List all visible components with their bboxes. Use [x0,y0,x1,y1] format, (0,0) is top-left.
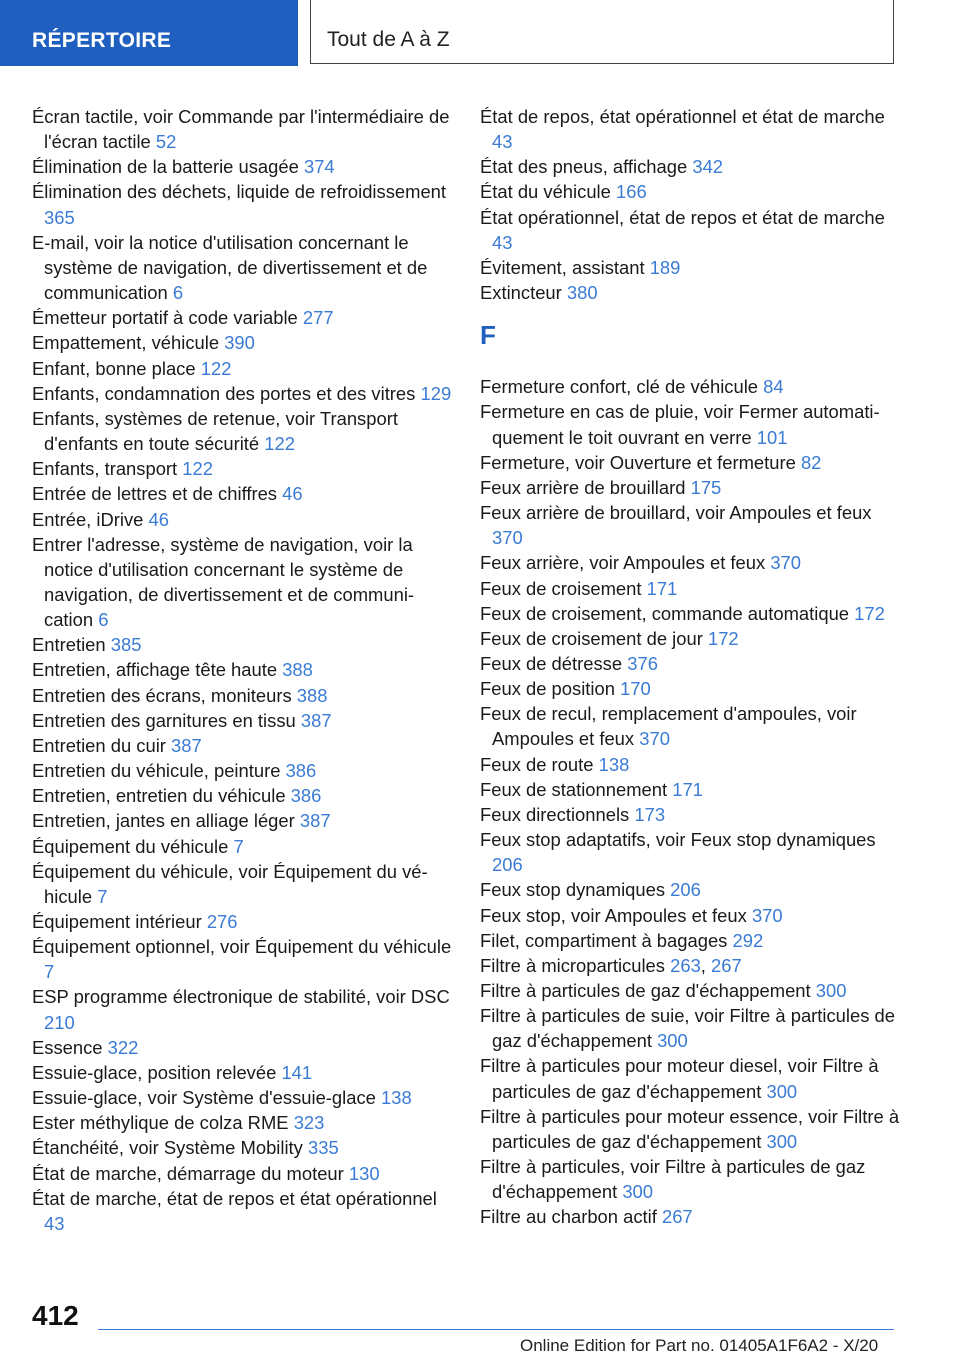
index-entry [480,1003,900,1053]
index-entry [32,330,452,355]
footer-divider [98,1329,894,1330]
index-entry-text: Feux directionnels [480,803,630,825]
page-reference-link[interactable]: 300 [766,1130,798,1152]
index-entry-text: Feux stop, voir Ampoules et feux [480,904,747,926]
page-reference-link[interactable]: 171 [646,577,678,599]
index-entry-text: Essence [32,1036,103,1058]
index-entry-text: Enfants, systèmes de retenue, voir Transport d'enfants en toute sécurité [32,407,398,455]
page-reference-link[interactable]: 7 [44,961,55,983]
index-entry-text: Fermeture, voir Ouverture et fermeture [480,451,796,473]
index-entry-text: Filtre à particules de gaz d'échappement [480,980,811,1001]
index-entry [480,1053,900,1103]
index-entry [480,1154,900,1204]
index-entry-text: Équipement optionnel, voir Équipement du véhicule [32,936,452,958]
index-entry [32,356,452,381]
index-entry-text: Écran tactile, voir Commande par l'intermédiaire de l'écran tactile [32,106,450,153]
page-reference-link[interactable]: 267 [661,1206,693,1228]
index-entry [32,104,452,154]
index-entry-text: Feux de position [480,678,615,700]
index-entry [480,877,900,902]
index-entry-text: Feux de détresse [480,652,623,674]
page-reference-link[interactable]: 277 [302,307,334,329]
page-reference-link[interactable]: 370 [770,552,801,574]
index-entry [32,1085,452,1110]
page-reference-link[interactable]: 387 [299,810,331,832]
page-reference-link[interactable]: 138 [598,753,630,775]
page-reference-link[interactable]: 335 [307,1137,339,1159]
index-entry-text: Émetteur portatif à code variable [32,307,298,329]
page-reference-link[interactable]: 276 [206,911,238,932]
index-entry [480,550,900,575]
index-entry-text: Entretien, affichage tête haute [32,659,278,681]
page-reference-link[interactable]: 189 [649,256,681,278]
page-reference-link[interactable]: 43 [44,1212,65,1234]
index-entry-text: État des pneus, affichage [480,156,688,178]
index-entry [480,399,900,449]
page-reference-link[interactable]: 7 [233,835,244,857]
index-entry [480,827,900,877]
index-entry-text: Enfant, bonne place [32,357,196,379]
index-entry [32,808,452,833]
index-entry-text: État du véhicule [480,181,611,203]
index-entry-text: Enfants, transport [32,458,178,480]
index-entry [32,507,452,532]
index-entry-text: Filtre à particules pour moteur essence, voir Filtre à particules de gaz d'échappement [480,1105,900,1152]
index-entry [480,928,900,953]
index-group-e [480,104,900,305]
page-reference-link[interactable]: 172 [707,627,739,649]
page-reference-link[interactable]: 206 [492,854,523,876]
index-entry-text: Fermeture en cas de pluie, voir Fermer automatiquement le toit ouvrant en verre [480,401,880,448]
page-reference-link[interactable]: 263 [670,954,701,976]
index-entry-text: État de repos, état opérationnel et état de marche [480,106,885,127]
index-entry-text: Feux arrière, voir Ampoules et feux [480,552,766,574]
index-entry-text: Essuie-glace, voir Système d'essuie-glace [32,1087,376,1109]
index-entry [480,280,900,305]
section-tab-label: RÉPERTOIRE [32,29,172,52]
index-entry [32,1135,452,1160]
page-reference-link[interactable]: 43 [492,131,513,153]
index-entry [480,626,900,651]
index-entry [32,683,452,708]
index-entry [32,154,452,179]
index-entry [32,305,452,330]
page-reference-link[interactable]: 138 [381,1087,412,1109]
page-reference-link[interactable]: 101 [756,426,788,448]
index-entry [32,179,452,229]
index-entry [32,230,452,305]
page-reference-link[interactable]: 370 [492,527,523,549]
index-entry [32,834,452,859]
index-entry-text: Feux de croisement de jour [480,627,703,649]
index-entry [32,708,452,733]
page-reference-link[interactable]: 385 [110,634,142,656]
index-entry-text: Équipement du véhicule, voir Équipement du véhicule [32,860,428,907]
index-entry-text: Feux de stationnement [480,778,668,800]
index-entry [480,1204,900,1229]
index-entry [32,1060,452,1085]
index-entry-text: Feux de route [480,753,594,775]
page-reference-link[interactable]: 370 [751,904,783,926]
index-entry [480,802,900,827]
index-entry-text: Entrée, iDrive [32,508,144,530]
page-reference-link[interactable]: 82 [800,451,822,473]
index-entry [32,1110,452,1135]
index-entry-text: Ester méthylique de colza RME [32,1112,289,1134]
page-reference-link[interactable]: 374 [303,156,335,178]
index-entry [32,481,452,506]
section-tab-repertoire[interactable] [0,0,298,66]
index-entry-text: Feux de croisement, commande automatique [480,602,850,624]
page-reference-link[interactable]: 166 [616,181,647,203]
index-entry [480,475,900,500]
index-entry-text: Extincteur [480,282,562,304]
index-entry-text: Entretien, entretien du véhicule [32,785,286,807]
index-entry [480,576,900,601]
index-entry [480,978,900,1003]
index-entry: Filtre à microparticules 263, 267 [480,954,742,976]
index-entry [32,758,452,783]
index-entry-text: Entretien des garnitures en tissu [32,709,296,731]
index-entry-text: État de marche, état de repos et état opérationnel [32,1187,437,1209]
index-entry-text: Équipement intérieur [32,911,202,932]
index-entry-text: Filtre à microparticules [480,954,665,976]
page-reference-link[interactable]: 267 [711,954,742,976]
index-entry-text: Feux arrière de brouillard, voir Ampoules et feux [480,502,872,524]
page-reference-link[interactable]: 171 [672,778,703,800]
index-entry [480,651,900,676]
index-entry [480,701,900,751]
page-reference-link[interactable]: 129 [420,382,452,404]
footer-edition-text: Online Edition for Part no. 01405A1F6A2 - X/20 [520,1336,879,1355]
index-entry [32,984,452,1034]
index-entry-text: Feux stop dynamiques [480,879,666,901]
index-entry-text: Filtre à particules pour moteur diesel, voir Filtre à particules de gaz d'échappement [480,1055,879,1102]
index-entry-text: Fermeture confort, clé de véhicule [480,376,759,398]
index-entry [480,179,900,204]
page-reference-link[interactable]: 370 [639,728,670,750]
index-entry-text: Élimination de la batterie usagée [32,156,299,178]
page-reference-link[interactable]: 387 [300,709,332,731]
index-entry [480,1104,900,1154]
index-entry-text: Entretien du cuir [32,734,166,756]
index-entry-text: Élimination des déchets, liquide de refroidissement [32,181,447,203]
page-reference-link[interactable]: 52 [155,131,177,153]
index-entry [32,934,452,984]
index-entry-text: Équipement du véhicule [32,835,229,857]
page-reference-link[interactable]: 322 [107,1036,139,1058]
index-entry-text: E-mail, voir la notice d'utilisation concernant le système de navigation, de divertissement et de communication [32,231,428,304]
index-entry [32,859,452,909]
page-reference-link[interactable]: 300 [622,1181,653,1203]
page-reference-link[interactable]: 380 [566,282,598,304]
page-reference-link[interactable]: 323 [293,1112,325,1134]
index-entry [32,1161,452,1186]
index-entry-text: Filet, compartiment à bagages [480,929,728,951]
page-reference-link[interactable]: 387 [171,734,202,756]
index-entry [480,777,900,802]
page-reference-link[interactable]: 376 [627,652,658,674]
index-entry [480,154,900,179]
index-entry [480,500,900,550]
index-entry-text: État opérationnel, état de repos et état de marche [480,206,885,228]
index-entry [480,752,900,777]
index-entry [32,783,452,808]
index-entry-text: Entrée de lettres et de chiffres [32,483,278,505]
index-entry [32,733,452,758]
page-reference-link[interactable]: 130 [348,1162,380,1184]
page-reference-link[interactable]: 172 [854,602,885,624]
index-entry-text: Enfants, condamnation des portes et des vitres [32,382,416,404]
index-entry [32,532,452,633]
page-reference-link[interactable]: 170 [620,678,651,700]
index-entry-text: Feux de recul, remplacement d'ampoules, voir Ampoules et feux [480,703,857,750]
index-entry [480,255,900,280]
page-reference-link[interactable]: 388 [296,684,328,706]
index-entry-text: Entretien, jantes en alliage léger [32,810,295,832]
index-entry-text: Entrer l'adresse, système de navigation, voir la notice d'utilisation concernant le système de navigation, de divertissement et de communication [32,533,415,631]
index-entry [480,601,900,626]
page-reference-link[interactable]: 7 [97,885,108,907]
page-reference-link[interactable]: 206 [670,879,701,901]
index-entry [32,657,452,682]
page-reference-link[interactable]: 342 [692,156,724,178]
page-reference-link[interactable]: 6 [172,282,184,304]
index-entry-text: Entretien [32,634,106,656]
index-entry [32,909,452,934]
page-reference-link[interactable]: 365 [44,206,75,228]
section-letter-f: F [480,320,496,351]
index-entry [480,104,900,154]
index-entry [480,205,900,255]
page-reference-link[interactable]: 122 [200,357,232,379]
page-reference-link[interactable]: 6 [98,609,109,631]
page-reference-link[interactable]: 300 [657,1030,688,1052]
index-entry [480,450,900,475]
page-reference-link[interactable]: 300 [766,1080,798,1102]
page-reference-link[interactable]: 388 [282,659,313,681]
index-entry [32,381,452,406]
page-reference-link[interactable]: 386 [285,760,317,782]
index-entry [32,1186,452,1236]
index-entry-text: Filtre au charbon actif [480,1206,657,1228]
page-reference-link[interactable]: 210 [44,1011,75,1033]
page-reference-link[interactable]: 122 [182,458,213,480]
index-group-f [480,374,900,1229]
index-entry [32,456,452,481]
page-reference-link[interactable]: 292 [732,929,764,951]
page-reference-link[interactable]: 43 [492,231,513,253]
index-entry-text: Feux arrière de brouillard [480,476,686,498]
index-entry-text: Empattement, véhicule [32,332,220,354]
page-reference-link[interactable]: 46 [148,508,169,530]
page-reference-link[interactable]: 84 [763,376,784,398]
index-entry-text: Essuie-glace, position relevée [32,1061,277,1083]
index-entry-text: Entretien des écrans, moniteurs [32,684,292,706]
page-reference-link[interactable]: 386 [290,785,322,807]
index-entry-text: Étanchéité, voir Système Mobility [32,1137,303,1159]
page-reference-link[interactable]: 46 [282,483,303,505]
page-reference-link[interactable]: 390 [224,332,255,354]
page-number: 412 [32,1300,79,1331]
index-entry [480,903,900,928]
page-reference-link[interactable]: 122 [264,433,295,455]
page-reference-link[interactable]: 173 [634,803,666,825]
index-entry [480,374,900,399]
index-entry-text: Feux stop adaptatifs, voir Feux stop dynamiques [480,829,876,851]
index-entry-text: État de marche, démarrage du moteur [32,1162,344,1184]
index-entry-text: Filtre à particules de suie, voir Filtre à particules de gaz d'échappement [480,1005,895,1052]
chapter-title-box [310,0,894,64]
index-column-right [480,104,900,1230]
index-entry-text: Évitement, assistant [480,256,645,278]
index-entry-text: Entretien du véhicule, peinture [32,760,281,782]
index-entry-text: Feux de croisement [480,577,642,599]
index-entry [32,406,452,456]
index-entry-text: Filtre à particules, voir Filtre à particules de gaz d'échappement [480,1156,866,1203]
page-header [0,0,960,66]
index-entry [32,1035,452,1060]
page-reference-link[interactable]: 175 [690,476,722,498]
index-entry [480,676,900,701]
page-reference-link[interactable]: 300 [815,980,847,1001]
page-reference-link[interactable]: 141 [281,1061,313,1083]
chapter-title: Tout de A à Z [327,28,450,51]
index-column-left [32,104,452,1236]
index-entry-text: ESP programme électronique de stabilité, voir DSC [32,986,450,1008]
index-entry [32,632,452,657]
